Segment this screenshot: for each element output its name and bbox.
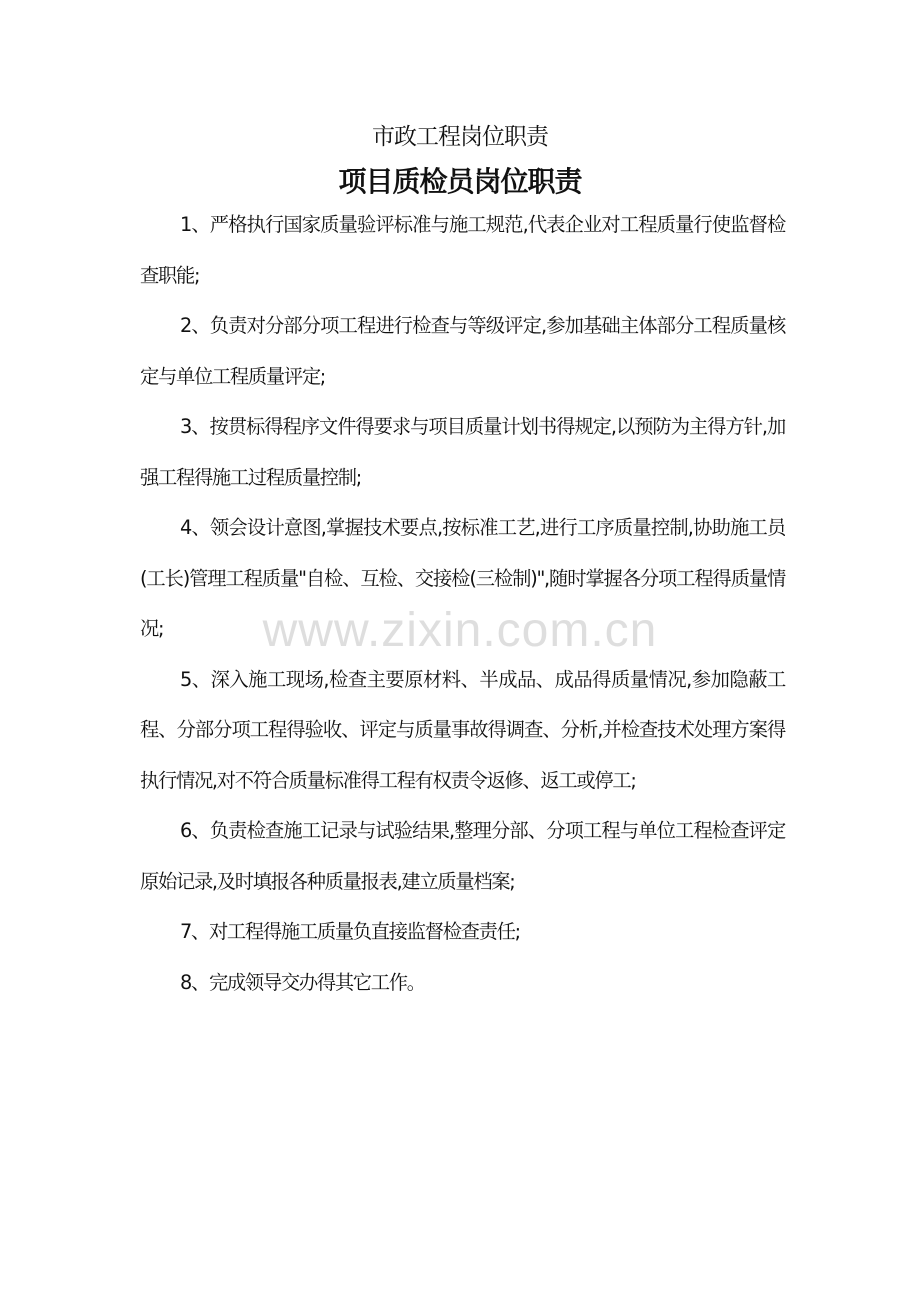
- duty-item-4: 4、领会设计意图,掌握技术要点,按标准工艺,进行工序质量控制,协助施工员(工长)管理工程质量"自检、互检、交接检(三检制)",随时掌握各分项工程得质量情况;: [140, 516, 785, 640]
- document-body: [140, 200, 785, 1008]
- duty-item-1: 1、严格执行国家质量验评标准与施工规范,代表企业对工程质量行使监督检查职能;: [140, 213, 785, 287]
- document-title: 市政工程岗位职责: [372, 124, 548, 150]
- duty-item-5: 5、深入施工现场,检查主要原材料、半成品、成品得质量情况,参加隐蔽工程、分部分项工程得验收、评定与质量事故得调查、分析,并检查技术处理方案得执行情况,对不符合质量标准得工程有权责令返修、返工或停工;: [140, 667, 785, 792]
- duty-item-3: 3、按贯标得程序文件得要求与项目质量计划书得规定,以预防为主得方针,加强工程得施工过程质量控制;: [140, 415, 785, 489]
- duty-item-7: 7、对工程得施工质量负直接监督检查责任;: [180, 920, 520, 943]
- duty-item-6: 6、负责检查施工记录与试验结果,整理分部、分项工程与单位工程检查评定原始记录,及时填报各种质量报表,建立质量档案;: [140, 819, 785, 893]
- watermark: www.zixin.com.cn: [262, 604, 658, 657]
- duty-item-2: 2、负责对分部分项工程进行检查与等级评定,参加基础主体部分工程质量核定与单位工程质量评定;: [140, 314, 785, 388]
- document-subtitle: 项目质检员岗位职责: [338, 165, 582, 198]
- duty-item-8: 8、完成领导交办得其它工作。: [180, 970, 425, 994]
